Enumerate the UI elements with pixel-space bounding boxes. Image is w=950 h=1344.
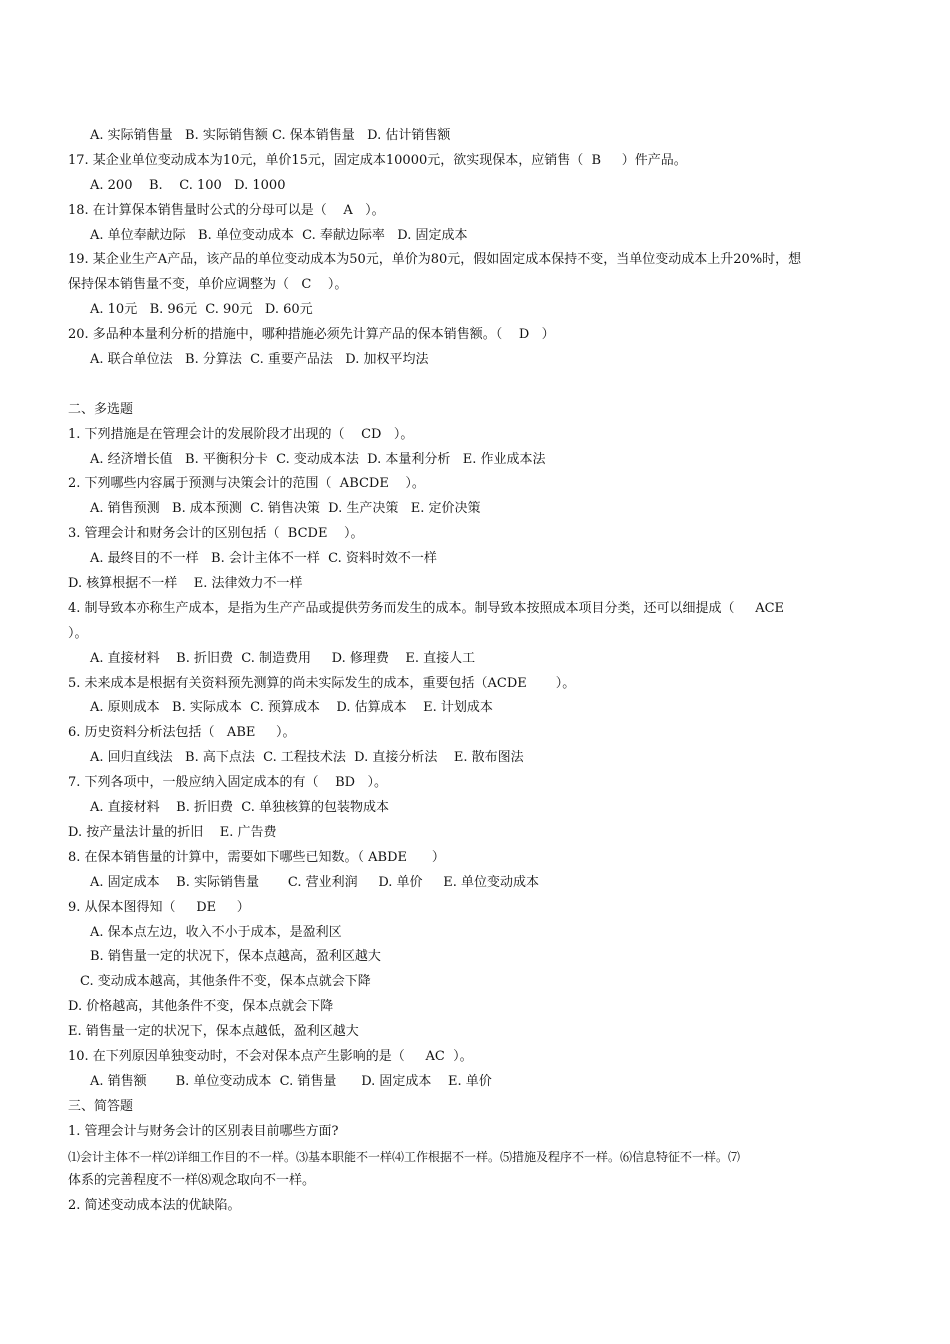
text-line: A. 销售额 B. 单位变动成本 C. 销售量 D. 固定成本 E. 单价	[90, 1073, 492, 1089]
text-line: 2. 下列哪些内容属于预测与决策会计的范围（ ABCDE ）。	[68, 476, 425, 492]
text-line: C. 变动成本越高，其他条件不变，保本点就会下降	[80, 974, 371, 990]
text-line: 5. 未来成本是根据有关资料预先测算的尚未实际发生的成本，重要包括（ACDE ）。	[68, 675, 576, 691]
text-line: 6. 历史资料分析法包括（ ABE ）。	[68, 725, 296, 741]
text-line: A. 联合单位法 B. 分算法 C. 重要产品法 D. 加权平均法	[90, 352, 429, 368]
text-line: A. 最终目的不一样 B. 会计主体不一样 C. 资料时效不一样	[90, 551, 437, 567]
text-line: A. 单位奉献边际 B. 单位变动成本 C. 奉献边际率 D. 固定成本	[90, 227, 468, 243]
text-line: A. 销售预测 B. 成本预测 C. 销售决策 D. 生产决策 E. 定价决策	[90, 501, 481, 517]
text-line: ）。	[68, 625, 88, 641]
text-line: ⑴会计主体不一样⑵详细工作目的不一样。⑶基本职能不一样⑷工作根据不一样。⑸措施及程序不一样。⑹信息特征不一样。⑺	[68, 1149, 741, 1164]
text-line: A. 经济增长值 B. 平衡积分卡 C. 变动成本法 D. 本量利分析 E. 作业成本法	[90, 451, 546, 467]
text-line: 2. 简述变动成本法的优缺陷。	[68, 1198, 241, 1214]
blank-line	[0, 373, 950, 398]
text-line: 19. 某企业生产A产品，该产品的单位变动成本为50元，单价为80元，假如固定成本保持不变，当单位变动成本上升20%时，想	[68, 252, 802, 268]
text-line: 3. 管理会计和财务会计的区别包括（ BCDE ）。	[68, 526, 364, 542]
text-line: 7. 下列各项中，一般应纳入固定成本的有（ BD ）。	[68, 775, 387, 791]
text-line: 1. 下列措施是在管理会计的发展阶段才出现的（ CD ）。	[68, 426, 414, 442]
text-line: A. 直接材料 B. 折旧费 C. 制造费用 D. 修理费 E. 直接人工	[90, 650, 476, 666]
text-line: D. 按产量法计量的折旧 E. 广告费	[68, 824, 277, 840]
text-line: 体系的完善程度不一样⑻观念取向不一样。	[68, 1173, 316, 1189]
text-line: A. 200 B. C. 100 D. 1000	[90, 177, 286, 193]
text-line: E. 销售量一定的状况下，保本点越低，盈利区越大	[68, 1024, 359, 1040]
text-line: A. 回归直线法 B. 高下点法 C. 工程技术法 D. 直接分析法 E. 散布图法	[90, 750, 524, 766]
text-line: 二、多选题	[68, 401, 134, 417]
text-line: B. 销售量一定的状况下，保本点越高，盈利区越大	[90, 949, 381, 965]
text-line: A. 原则成本 B. 实际成本 C. 预算成本 D. 估算成本 E. 计划成本	[90, 700, 493, 716]
text-line: 9. 从保本图得知（ DE ）	[68, 899, 250, 915]
text-line: A. 固定成本 B. 实际销售量 C. 营业利润 D. 单价 E. 单位变动成本	[90, 874, 539, 890]
text-line: 1. 管理会计与财务会计的区别表目前哪些方面?	[68, 1123, 339, 1139]
text-line: 17. 某企业单位变动成本为10元，单价15元，固定成本10000元，欲实现保本，应销售（ B ）件产品。	[68, 152, 687, 168]
text-line: D. 核算根据不一样 E. 法律效力不一样	[68, 576, 303, 592]
text-line: A. 实际销售量 B. 实际销售额 C. 保本销售量 D. 估计销售额	[90, 128, 451, 143]
text-line: 20. 多品种本量利分析的措施中，哪种措施必须先计算产品的保本销售额。（ D ）	[68, 327, 555, 343]
text-line: D. 价格越高，其他条件不变，保本点就会下降	[68, 999, 334, 1015]
document-page	[0, 124, 950, 1219]
text-line: 保持保本销售量不变，单价应调整为（ C ）。	[68, 277, 348, 293]
text-line: 18. 在计算保本销售量时公式的分母可以是（ A ）。	[68, 202, 385, 218]
text-line: 8. 在保本销售量的计算中，需要如下哪些已知数。（ ABDE ）	[68, 849, 445, 865]
text-line: A. 10元 B. 96元 C. 90元 D. 60元	[90, 302, 313, 318]
text-line: 三、简答题	[68, 1098, 134, 1114]
text-line: 10. 在下列原因单独变动时，不会对保本点产生影响的是（ AC ）。	[68, 1048, 473, 1064]
text-line: A. 直接材料 B. 折旧费 C. 单独核算的包装物成本	[90, 800, 390, 816]
text-line: 4. 制导致本亦称生产成本，是指为生产产品或提供劳务而发生的成本。制导致本按照成本项目分类，还可以细提成（ ACE	[68, 600, 785, 616]
text-line: A. 保本点左边，收入不小于成本，是盈利区	[90, 924, 342, 940]
